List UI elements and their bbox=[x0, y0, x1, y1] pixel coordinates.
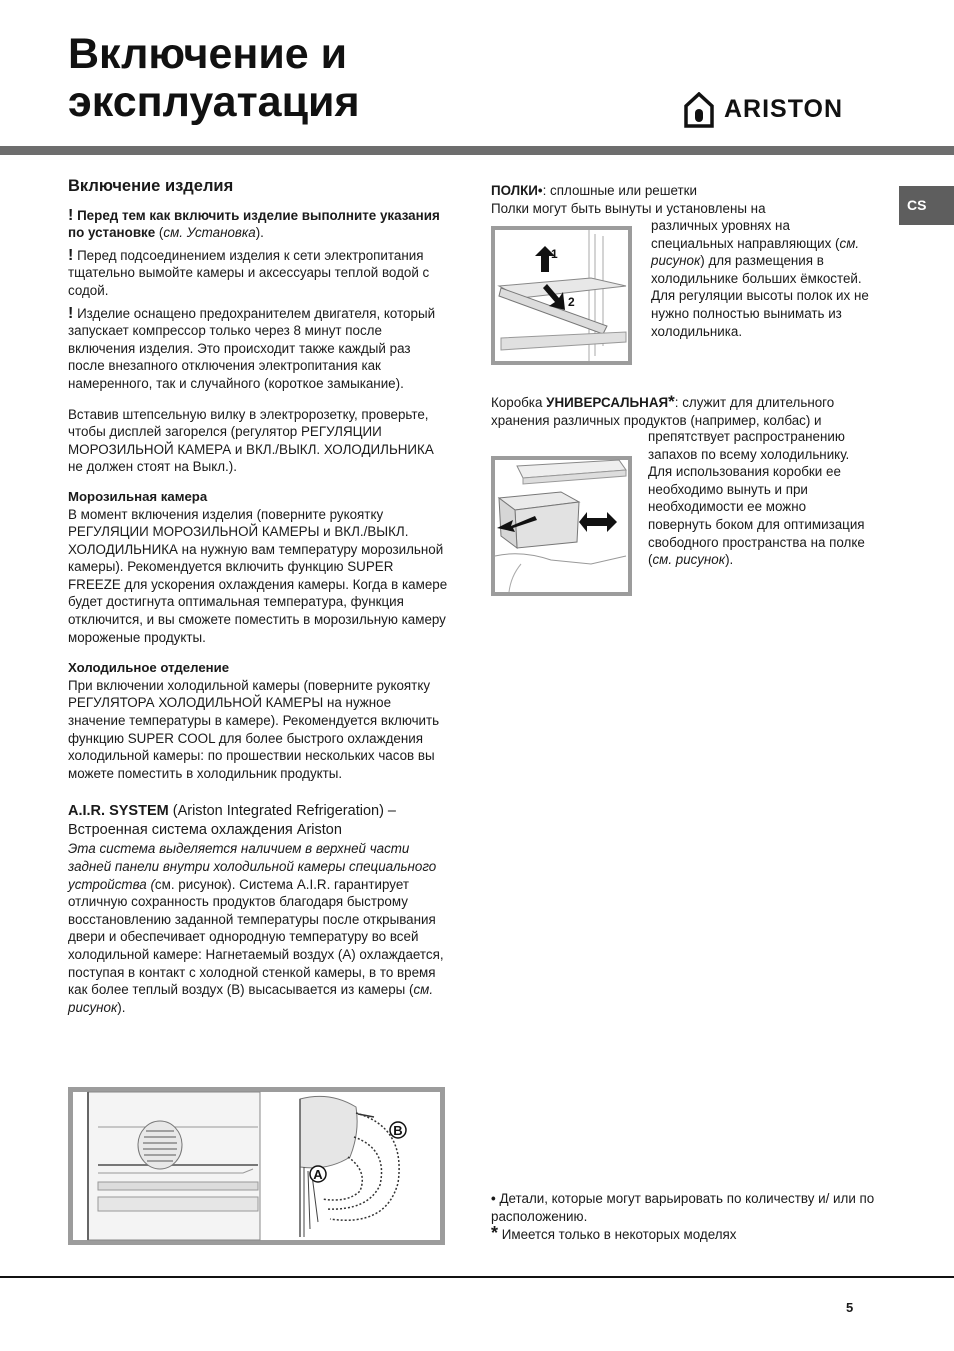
brand-name: ARISTON bbox=[724, 95, 844, 123]
shelves-wrap bbox=[651, 217, 871, 340]
warning-install-text: Перед тем как включить изделие выполните указания по установке bbox=[68, 207, 440, 241]
bullet-mark: • bbox=[537, 183, 543, 198]
fridge-paragraph: При включении холодильной камеры (поверните рукоятку РЕГУЛЯТОРА ХОЛОДИЛЬНОЙ КАМЕРЫ на нужное значение температуры в камере). Рекомендуется включить функцию SUPER COOL для более быстрого охлаждения холодильной камеры: по прошествии нескольких часов вы можете поместить в холодильник продукты. bbox=[68, 677, 440, 781]
star-mark: * bbox=[668, 392, 675, 411]
shelves-bold: ПОЛКИ bbox=[491, 183, 538, 198]
air-system-figure bbox=[68, 1087, 445, 1245]
shelves-ref: см. рисунок bbox=[651, 235, 860, 269]
title-line-2: эксплуатация bbox=[68, 78, 360, 126]
exclamation-icon: ! bbox=[68, 246, 74, 264]
bullet-mark: • bbox=[491, 1191, 496, 1206]
box-bold: УНИВЕРСАЛЬНАЯ bbox=[546, 395, 669, 410]
footnote-block bbox=[491, 1190, 876, 1244]
ariston-logo bbox=[684, 92, 874, 128]
footnote-bullet bbox=[491, 1190, 876, 1225]
left-column bbox=[68, 178, 448, 1016]
footnote-bullet-text: Детали, которые могут варьировать по количеству и/ или по расположению. bbox=[491, 1191, 875, 1224]
shelves-title bbox=[491, 182, 871, 200]
shelves-line: Полки могут быть вынуты и установлены на bbox=[491, 200, 766, 216]
box-line1: : служит для длительного bbox=[674, 395, 835, 410]
box-figure bbox=[491, 456, 632, 596]
air-ref: см. рисунок bbox=[68, 982, 434, 1015]
page-title bbox=[68, 30, 588, 126]
box-intro bbox=[491, 393, 881, 429]
exclamation-icon: ! bbox=[68, 206, 74, 224]
air-heading-rest: (Ariston Integrated Refrigeration) – Встроенная система охлаждения Ariston bbox=[68, 803, 396, 839]
plug-paragraph: Вставив штепсельную вилку в электророзетку, проверьте, чтобы дисплей загорелся (регулятор РЕГУЛЯЦИИ МОРОЗИЛЬНОЙ КАМЕРА и ВКЛ./ВЫКЛ. ХОЛОДИЛЬНИКА не должен стоят на Выкл.). bbox=[68, 406, 434, 475]
warning-wash bbox=[68, 247, 448, 300]
box-line2: хранения различных продуктов (например, колбас) и bbox=[491, 412, 822, 428]
warning-install-ref: см. Установка bbox=[163, 225, 256, 241]
box-paragraph: препятствует распространению запахов по всему холодильнику. Для использования коробки ее необходимо вынуть и при необходимости ее можно повернуть боком для оптимизация свободного пространства на полке (см. рисунок). bbox=[648, 429, 865, 568]
warning-motor-text: Изделие оснащено предохранителем двигателя, который запускает компрессор только через 8 минут после включения изделия. Это происходит также каждый раз после внезапного отключения электропитания как намеренного, так и случайного (короткое замыкание). bbox=[68, 305, 436, 391]
star-mark: * bbox=[491, 1223, 499, 1244]
shelf-step-2: 2 bbox=[568, 295, 575, 309]
shelves-first: : сплошные или решетки bbox=[542, 183, 697, 198]
language-tab: CS bbox=[899, 186, 954, 225]
box-ref: см. рисунок bbox=[652, 552, 726, 568]
freezer-paragraph: В момент включения изделия (поверните рукоятку РЕГУЛЯЦИИ МОРОЗИЛЬНОЙ КАМЕРЫ и ВКЛ./ВЫКЛ. ХОЛОДИЛЬНИКА на нужную вам температуру морозильной камеры). Рекомендуется включить функцию SUPER FREEZE для ускорения охлаждения камеры. Когда в камере будет достигнута оптимальная температура, функция отключится, и вы сможете поместить в морозильную камеру мороженые продукты. bbox=[68, 506, 448, 645]
warning-install: ! Перед тем как включить изделие выполните указания по установке (см. Установка). bbox=[68, 206, 440, 241]
air-text: см. рисунок). Система A.I.R. гарантирует отличную сохранность продуктов благодаря быстрому восстановлению заданной температуры после открывания двери и обеспечивает однородную температуру во всей холодильной камере: Нагнетаемый воздух (А) охлаждается, поступая в контакт с холодной стенкой камеры, в то время как более теплый воздух (В) высасывается из камеры ( bbox=[68, 876, 444, 998]
air-heading-bold: A.I.R. SYSTEM bbox=[68, 803, 169, 820]
shelf-step-1: 1 bbox=[551, 247, 558, 261]
air-heading bbox=[68, 802, 448, 840]
box-wrap bbox=[648, 428, 873, 569]
footnote-star-text: Имеется только в некоторых моделях bbox=[501, 1227, 737, 1243]
label-a: A bbox=[313, 1167, 323, 1182]
freezer-heading: Морозильная камера bbox=[68, 488, 208, 504]
label-b: B bbox=[393, 1123, 403, 1138]
air-italic-text: Эта система выделяется наличием в верхней части задней панели внутри холодильной камеры специального устройства ( bbox=[68, 841, 437, 892]
air-paragraph: Эта система выделяется наличием в верхней части задней панели внутри холодильной камеры специального устройства (см. рисунок). Система A.I.R. гарантирует отличную сохранность продуктов благодаря быстрому восстановлению заданной температуры после открывания двери и обеспечивает однородную температуру во всей холодильной камере: Нагнетаемый воздух (А) охлаждается, поступая в контакт с холодной стенкой камеры, в то время как более теплый воздух (В) высасывается из камеры (см. рисунок). bbox=[68, 841, 444, 1015]
shelves-wrap-post: ) для размещения в холодильнике больших ёмкостей. Для регуляции высоты полок их не нужно полностью вынимать из холодильника. bbox=[651, 253, 869, 339]
warning-wash-text: Перед подсоединением изделия к сети электропитания тщательно вымойте камеры и аксессуары теплой водой с содой. bbox=[68, 247, 430, 298]
shelves-wrap-pre: различных уровнях на специальных направляющих ( bbox=[651, 218, 840, 251]
fridge-heading: Холодильное отделение bbox=[68, 660, 230, 676]
page-number: 5 bbox=[846, 1300, 854, 1315]
right-column bbox=[491, 182, 871, 217]
box-wrap-pre: препятствует распространению запахов по всему холодильнику. Для использования коробки ее необходимо вынуть и при необходимости ее можно повернуть боком для оптимизация свободного пространства на полке ( bbox=[648, 429, 865, 568]
header-divider bbox=[0, 146, 954, 155]
box-title bbox=[491, 393, 881, 412]
footer-divider bbox=[0, 1276, 954, 1278]
footnote-star bbox=[491, 1225, 876, 1244]
house-icon bbox=[684, 92, 714, 128]
box-pre: Коробка bbox=[491, 395, 543, 410]
warning-motor bbox=[68, 305, 448, 393]
shelves-paragraph bbox=[651, 217, 871, 340]
shelf-figure bbox=[491, 226, 632, 365]
section-heading: Включение изделия bbox=[68, 177, 234, 195]
exclamation-icon: ! bbox=[68, 304, 74, 322]
title-line-1: Включение и bbox=[68, 30, 348, 78]
